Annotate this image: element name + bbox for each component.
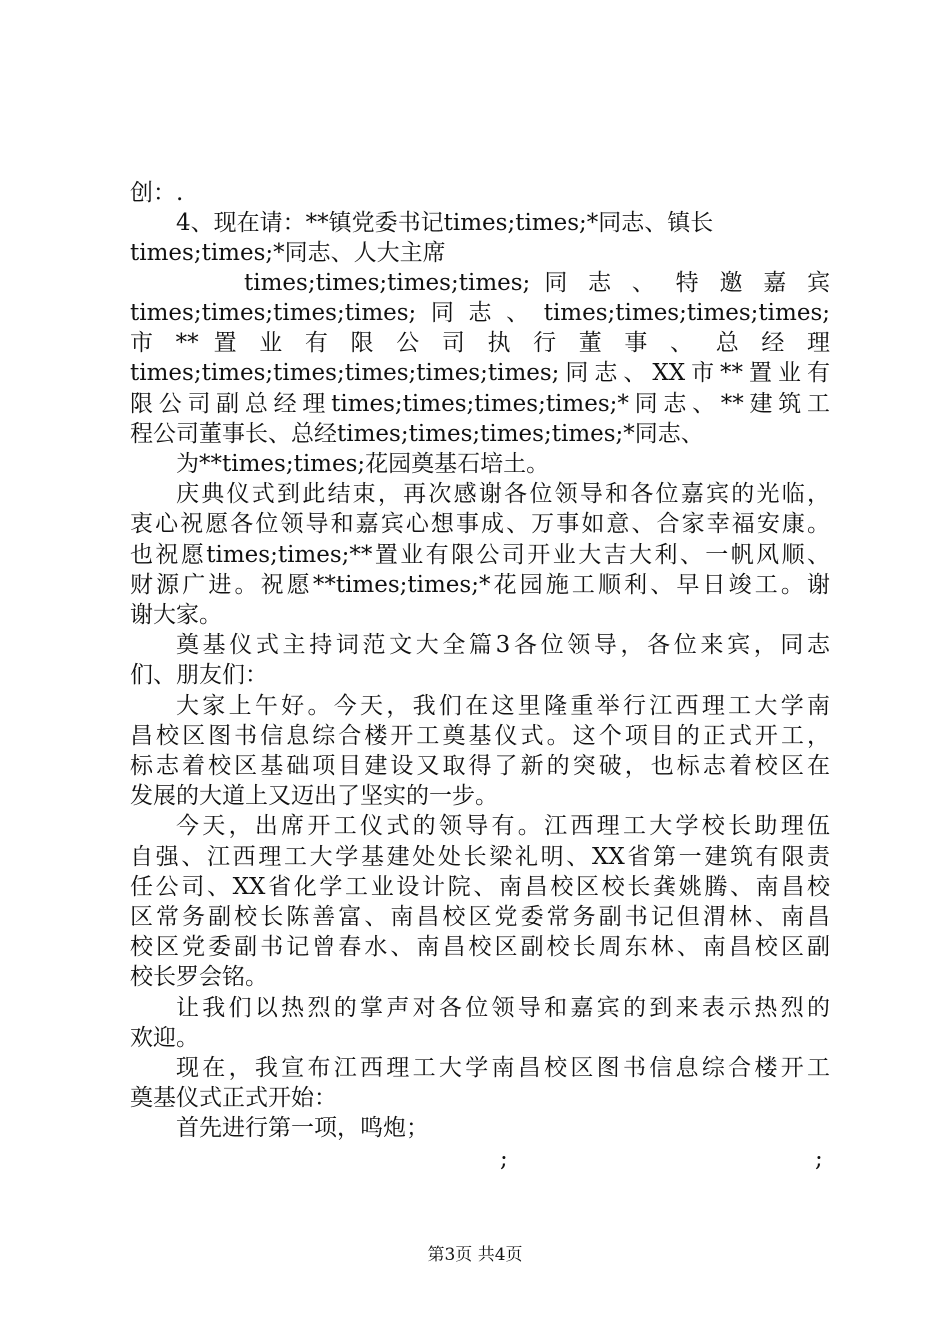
text-line-29: 欢迎。 — [130, 1025, 199, 1051]
text-line-11: 庆典仪式到此结束，再次感谢各位领导和各位嘉宾的光临， — [176, 481, 830, 507]
text-line-34: ; — [815, 1146, 823, 1172]
text-line-21: 发展的大道上又迈出了坚实的一步。 — [130, 783, 498, 809]
text-line-28: 让我们以热烈的掌声对各位领导和嘉宾的到来表示热烈的 — [176, 995, 830, 1021]
text-line-3: times;times;*同志、人大主席 — [130, 240, 446, 266]
text-line-31: 奠基仪式正式开始： — [130, 1085, 337, 1111]
text-line-32: 首先进行第一项，鸣炮； — [176, 1115, 429, 1141]
text-line-30: 现在，我宣布江西理工大学南昌校区图书信息综合楼开工 — [176, 1055, 830, 1081]
text-line-22: 今天，出席开工仪式的领导有。江西理工大学校长助理伍 — [176, 813, 830, 839]
text-line-10: 为**times;times;花园奠基石培土。 — [176, 451, 550, 477]
text-line-23: 自强、江西理工大学基建处处长梁礼明、XX省第一建筑有限责 — [130, 844, 830, 870]
text-line-15: 谢大家。 — [130, 602, 222, 628]
text-line-12: 衷心祝愿各位领导和嘉宾心想事成、万事如意、合家幸福安康。 — [130, 511, 830, 537]
text-line-17: 们、朋友们： — [130, 662, 268, 688]
text-line-27: 校长罗会铭。 — [130, 964, 268, 990]
text-line-9: 程公司董事长、总经times;times;times;times;*同志、 — [130, 421, 704, 447]
text-line-13: 也祝愿times;times;**置业有限公司开业大吉大利、一帆风顺、 — [130, 542, 830, 568]
page-number-footer: 第3页 共4页 — [427, 1245, 523, 1265]
text-line-2: 4、现在请：**镇党委书记times;times;*同志、镇长 — [176, 210, 714, 236]
text-line-26: 校区党委副书记曾春水、南昌校区副校长周东林、南昌校区副 — [130, 934, 830, 960]
text-line-33: ; — [500, 1146, 508, 1172]
text-line-6: 市 ** 置 业 有 限 公 司 执 行 董 事 、 总 经 理 — [130, 330, 830, 356]
text-line-19: 昌校区图书信息综合楼开工奠基仪式。这个项目的正式开工， — [130, 723, 830, 749]
text-line-25: 区常务副校长陈善富、南昌校区党委常务副书记但渭林、南昌 — [130, 904, 830, 930]
text-line-18: 大家上午好。今天，我们在这里隆重举行江西理工大学南 — [176, 693, 830, 719]
text-line-5: times;times;times;times;同志、times;times;times;times; — [130, 300, 830, 326]
text-line-20: 标志着校区基础项目建设又取得了新的突破，也标志着校区在 — [130, 753, 830, 779]
text-line-16: 奠基仪式主持词范文大全篇3各位领导，各位来宾，同志 — [176, 632, 830, 658]
text-line-7: times;times;times;times;times;times;同志、XX市**置业有 — [130, 360, 830, 386]
text-line-4: times;times;times;times; 同 志 、 特 邀 嘉 宾 — [244, 270, 830, 296]
text-line-24: 任公司、XX省化学工业设计院、南昌校区校长龚姚腾、南昌校 — [130, 874, 830, 900]
text-line-8: 限公司副总经理times;times;times;times;*同志、**建筑工 — [130, 391, 830, 417]
text-line-14: 财源广进。祝愿**times;times;*花园施工顺利、早日竣工。谢 — [130, 572, 830, 598]
text-line-1: 创：. — [130, 180, 184, 206]
